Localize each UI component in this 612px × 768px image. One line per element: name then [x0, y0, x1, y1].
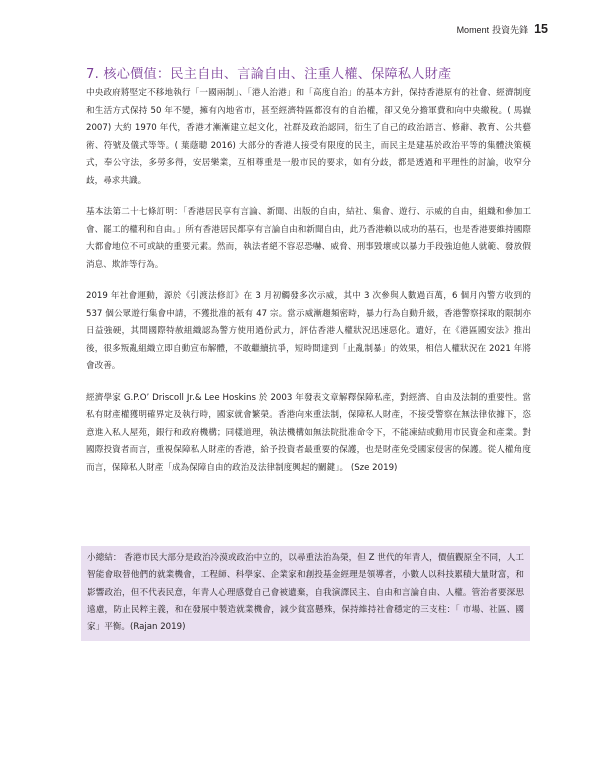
paragraph-private-property: 經濟學家 G.P.O’ Driscoll Jr.& Lee Hoskins 於 2003 年發表文章解釋保障私產，對經濟、自由及法制的重要性。當私有財產權獲明確界定及執行時，國家就會繁榮。香港向來重法制，保障私人財產，不接受警察在無法律依據下，恣意進入私人屋苑，銀行和政府機構；同樣道理，執法機構如無法院批准命令下，不能凍結或動用市民資金和產業。對國際投資者而言，重視保障私人財產的香港，給予投資者最重要的保護，也是財產免受國家侵害的保護。從人權角度而言，保障私人財產「成為保障自由的政治及法律制度興起的關鍵」。 (Sze 2019): [86, 392, 531, 473]
summary-box: [81, 546, 530, 641]
section-heading: 7. 核心價值：民主自由、言論自由、注重人權、保障私人財產: [86, 67, 452, 82]
paragraph-basic-law: 基本法第二十七條訂明：「香港居民享有言論、新聞、出版的自由，結社、集會、遊行、示威的自由，組織和參加工會、罷工的權利和自由。」所有香港居民都享有言論自由和新聞自由，此乃香港賴以成功的基石，也是香港要維持國際大都會地位不可或缺的重要元素。然而，執法者絕不容忍恐嚇、威脅、刑事毀壞或以暴力手段強迫他人就範、發放假消息、欺詐等行為。: [86, 207, 531, 270]
paragraph-social-movement: 2019 年社會運動，源於《引渡法修訂》在 3 月初觸發多次示威，其中 3 次參與人數過百萬，6 個月內警方收到的 537 個公眾遊行集會申請，不獲批准的祇有 47 宗。當示威漸趨頻密時，暴力行為自動升級，香港警察採取的限制亦日益強硬，其間國際特赦組織認為警方使用過份武力，評估香港人權狀況迅速惡化。遺好，在《港區國安法》推出後，很多叛亂組織立即自動宣布解體，不敢繼續抗爭，短時間達到「止亂制暴」的效果，相信人權狀況在 2021 年將會改善。: [86, 291, 531, 371]
section-name: 投資先鋒: [492, 25, 529, 35]
article-body: [86, 63, 531, 491]
page-number: 15: [534, 22, 548, 36]
summary-text: 小總結： 香港市民大部分是政治冷漠或政治中立的，以尋重法治為榮，但 Z 世代的年青人，價值觀原全不同，人工智能會取替他們的就業機會，工程師、科學家、企業家和創投基金經理是領導者，小數人以科技累積大量財富，和影響政治，但不代表民意，年青人心理感覺自己會被遺棄，自我演譯民主、自由和言論自由、人權。管治者要深思遠慮，防止民粹主義，和在發展中製造就業機會，減少貧富懸殊，保持維持社會穩定的三支柱：「 市場、社區、國家」平衡。(Rajan 2019): [87, 553, 524, 633]
paragraph-autonomy: 中央政府將堅定不移地執行「一國兩制」、「港人治港」和「高度自治」的基本方針，保持香港原有的社會、經濟制度和生活方式保持 50 年不變，擁有內地省市，甚至經濟特區都沒有的自治權，卻又免分擔軍費和向中央繳稅。( 馬嶽 2007) 大約 1970 年代，香港才漸漸建立起文化，社群及政治認同，衍生了自己的政治語言、修辭、教育、公共藝術、符號及儀式等等。( 葉蔭聰 2016) 大部分的香港人接受有限度的民主，而民主是建基於政治平等的集體決策模式，奉公守法，多勞多得，安居樂業，互相尊重是一般市民的要求，如有分歧，都是透過和平理性的討論，收窄分歧，尋求共識。: [86, 88, 531, 186]
magazine-name: Moment: [456, 25, 490, 35]
running-header: [457, 22, 548, 36]
